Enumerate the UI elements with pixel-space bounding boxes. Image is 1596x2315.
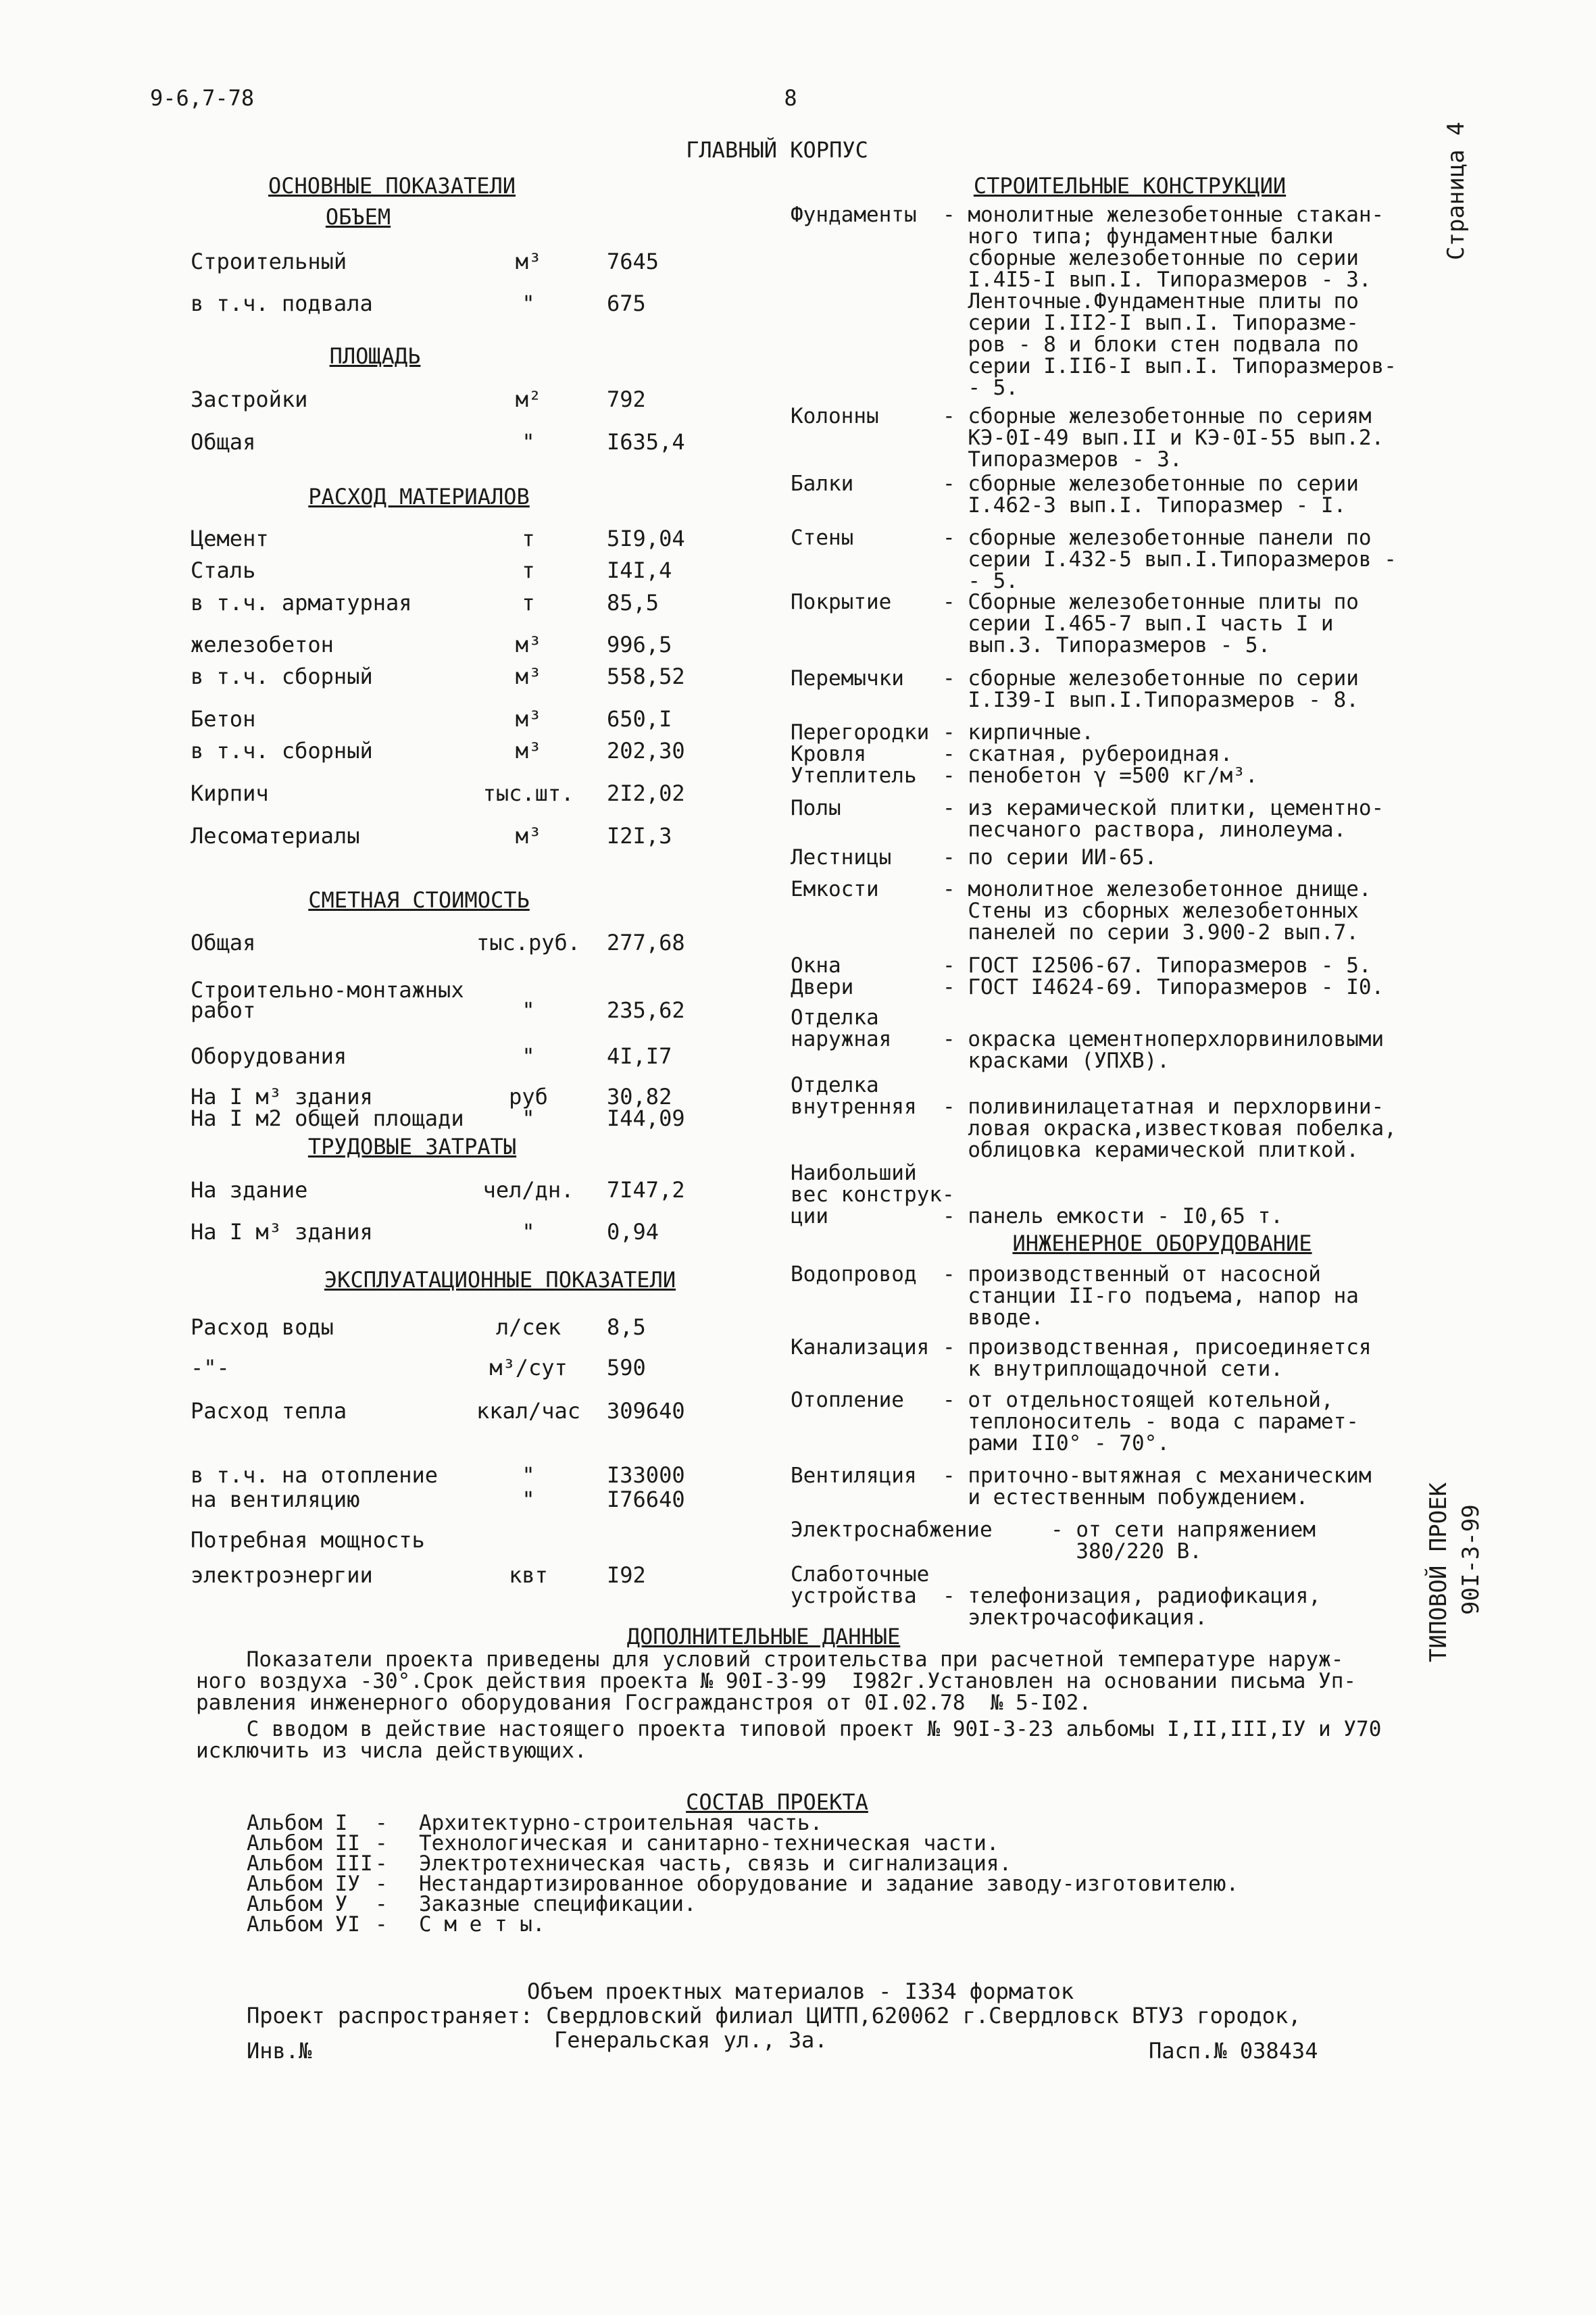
indicator-name: на вентиляцию bbox=[191, 1487, 360, 1512]
indicator-value: 309640 bbox=[607, 1398, 685, 1424]
indicator-name: Кирпич bbox=[191, 780, 269, 806]
construction-text: - ГОСТ I4624-69. Типоразмеров - I0. bbox=[943, 975, 1385, 999]
indicator-unit: " bbox=[522, 997, 535, 1023]
album-description: Технологическая и санитарно-техническая части. bbox=[419, 1831, 999, 1856]
footer-address: Генеральская ул., 3а. bbox=[554, 2027, 828, 2053]
indicator-name: Потребная мощность bbox=[191, 1527, 425, 1553]
indicator-unit: м³ bbox=[515, 738, 542, 764]
indicator-value: I635,4 bbox=[607, 429, 685, 455]
indicator-name: На I м2 общей площади bbox=[191, 1105, 464, 1131]
construction-label: Кровля bbox=[791, 742, 866, 766]
indicator-name: Лесоматериалы bbox=[191, 823, 360, 849]
construction-text: - сборные железобетонные по серии I.I39-I вып.I.Типоразмеров - 8. bbox=[943, 666, 1359, 712]
album-dash: - bbox=[375, 1892, 388, 1916]
operation-title: ЭКСПЛУАТАЦИОННЫЕ ПОКАЗАТЕЛИ bbox=[324, 1267, 676, 1293]
indicator-unit: " bbox=[522, 291, 535, 316]
indicator-name: Строительный bbox=[191, 249, 347, 274]
indicator-unit: " bbox=[522, 1043, 535, 1069]
indicator-unit: м³ bbox=[515, 249, 542, 274]
doc-code: 9-6,7-78 bbox=[150, 85, 255, 111]
construction-label: Емкости bbox=[791, 877, 879, 901]
additional-paragraph-2: С вводом в действие настоящего проекта типовой проект № 90I-3-23 альбомы I,II,III,IУ и У70 исключить из числа действующих. bbox=[196, 1717, 1382, 1763]
indicator-name: Цемент bbox=[191, 526, 269, 551]
additional-title: ДОПОЛНИТЕЛЬНЫЕ ДАННЫЕ bbox=[626, 1624, 901, 1649]
album-description: Архитектурно-строительная часть. bbox=[419, 1811, 823, 1835]
indicator-name: Оборудования bbox=[191, 1043, 347, 1069]
engineering-text: - производственная, присоединяется к внутриплощадочной сети. bbox=[943, 1335, 1372, 1381]
construction-label: Балки bbox=[791, 472, 854, 496]
indicator-name: в т.ч. сборный bbox=[191, 664, 373, 689]
materials-title: РАСХОД МАТЕРИАЛОВ bbox=[308, 484, 530, 509]
construction-label: Полы bbox=[791, 796, 841, 820]
indicators-title: ОСНОВНЫЕ ПОКАЗАТЕЛИ bbox=[268, 173, 516, 199]
album-name: Альбом I bbox=[247, 1811, 348, 1835]
area-title: ПЛОЩАДЬ bbox=[329, 343, 421, 369]
album-description: С м е т ы. bbox=[419, 1912, 545, 1937]
indicator-name: Бетон bbox=[191, 706, 256, 732]
indicator-value: 558,52 bbox=[607, 664, 685, 689]
construction-label: Перегородки bbox=[791, 720, 930, 745]
constructions-title: СТРОИТЕЛЬНЫЕ КОНСТРУКЦИИ bbox=[973, 173, 1287, 199]
construction-text: - сборные железобетонные по сериям КЭ-0I-49 вып.II и КЭ-0I-55 вып.2. Типоразмеров - 3. bbox=[943, 404, 1385, 472]
indicator-unit: руб bbox=[509, 1084, 548, 1110]
indicator-name: Строительно-монтажных bbox=[191, 977, 464, 1003]
construction-text: - пенобетон γ =500 кг/м³. bbox=[943, 764, 1258, 788]
indicator-value: I92 bbox=[607, 1562, 646, 1588]
indicator-unit: м³ bbox=[515, 823, 542, 849]
indicator-unit: м³ bbox=[515, 632, 542, 657]
construction-label: Отделка наружная bbox=[791, 1005, 892, 1051]
indicator-value: 650,I bbox=[607, 706, 672, 732]
construction-label: Фундаменты bbox=[791, 203, 917, 227]
engineering-label: Отопление bbox=[791, 1388, 904, 1412]
side-stamp-line1: ТИПОВОЙ ПРОЕК bbox=[1425, 1482, 1452, 1662]
indicator-value: 277,68 bbox=[607, 930, 685, 955]
album-dash: - bbox=[375, 1872, 388, 1896]
side-stamp-line2: 90I-3-99 bbox=[1457, 1504, 1485, 1615]
indicator-name: На I м³ здания bbox=[191, 1219, 373, 1245]
indicator-unit: м³ bbox=[515, 706, 542, 732]
indicator-value: I44,09 bbox=[607, 1105, 685, 1131]
cost-title: СМЕТНАЯ СТОИМОСТЬ bbox=[308, 887, 530, 913]
engineering-text: - производственный от насосной станции II-го подъема, напор на вводе. bbox=[943, 1262, 1359, 1330]
construction-label: Колонны bbox=[791, 404, 879, 428]
album-description: Электротехническая часть, связь и сигнализация. bbox=[419, 1851, 1012, 1876]
construction-label: Перемычки bbox=[791, 666, 904, 691]
footer-pasp: Пасп.№ 038434 bbox=[1149, 2038, 1318, 2064]
indicator-value: 235,62 bbox=[607, 997, 685, 1023]
indicator-unit: т bbox=[522, 526, 535, 551]
album-description: Нестандартизированное оборудование и задание заводу-изготовителю. bbox=[419, 1872, 1239, 1896]
indicator-unit: тыс.руб. bbox=[476, 930, 581, 955]
engineering-text: - телефонизация, радиофикация, электрочасофикация. bbox=[943, 1584, 1321, 1630]
album-description: Заказные спецификации. bbox=[419, 1892, 697, 1916]
construction-text: - Сборные железобетонные плиты по серии I.465-7 вып.I часть I и вып.3. Типоразмеров - 5. bbox=[943, 590, 1359, 657]
indicator-name: в т.ч. на отопление bbox=[191, 1462, 439, 1488]
indicator-name: железобетон bbox=[191, 632, 334, 657]
indicator-value: 30,82 bbox=[607, 1084, 672, 1110]
page-number: 8 bbox=[784, 85, 797, 111]
indicator-unit: " bbox=[522, 1219, 535, 1245]
indicator-value: I4I,4 bbox=[607, 557, 672, 583]
indicator-value: 4I,I7 bbox=[607, 1043, 672, 1069]
construction-label: Наибольший вес конструк- ции bbox=[791, 1161, 955, 1228]
indicator-value: 5I9,04 bbox=[607, 526, 685, 551]
construction-label: Покрытие bbox=[791, 590, 892, 614]
engineering-title: ИНЖЕНЕРНОЕ ОБОРУДОВАНИЕ bbox=[1012, 1230, 1312, 1256]
indicator-name: в т.ч. арматурная bbox=[191, 590, 412, 616]
indicator-name: в т.ч. подвала bbox=[191, 291, 373, 316]
indicator-name: в т.ч. сборный bbox=[191, 738, 373, 764]
engineering-text: - от отдельностоящей котельной, теплоноситель - вода с парамет- рами II0° - 70°. bbox=[943, 1388, 1359, 1455]
engineering-label: Вентиляция bbox=[791, 1464, 917, 1488]
album-dash: - bbox=[375, 1831, 388, 1856]
construction-text: - кирпичные. bbox=[943, 720, 1094, 745]
construction-label: Двери bbox=[791, 975, 854, 999]
construction-label: Утеплитель bbox=[791, 764, 917, 788]
construction-label: Стены bbox=[791, 526, 854, 550]
indicator-unit: " bbox=[522, 1105, 535, 1131]
indicator-unit: л/сек bbox=[495, 1314, 562, 1340]
indicator-value: 675 bbox=[607, 291, 646, 316]
construction-label: Окна bbox=[791, 953, 841, 978]
construction-text: - сборные железобетонные по серии I.462-3 вып.I. Типоразмер - I. bbox=[943, 472, 1359, 518]
album-dash: - bbox=[375, 1811, 388, 1835]
indicator-value: 202,30 bbox=[607, 738, 685, 764]
construction-text: - монолитные железобетонные стакан- ного типа; фундаментные балки сборные железобетонные по серии I.4I5-I вып.I. Типоразмеров - 3. Ленточные.Фундаментные плиты по серии I.II2-I вып.I. Типоразме- ров - 8 и блоки стен подвала по серии I.II6-I вып.I. Типоразмеров- - 5. bbox=[943, 203, 1397, 400]
indicator-name: Застройки bbox=[191, 387, 308, 412]
construction-text: - монолитное железобетонное днище. Стены из сборных железобетонных панелей по серии 3.900-2 вып.7. bbox=[943, 877, 1372, 945]
engineering-text: - приточно-вытяжная с механическим и естественным побуждением. bbox=[943, 1464, 1372, 1510]
indicator-value: 792 bbox=[607, 387, 646, 412]
construction-text: - ГОСТ I2506-67. Типоразмеров - 5. bbox=[943, 953, 1372, 978]
indicator-value: 85,5 bbox=[607, 590, 659, 616]
indicator-unit: м³/сут bbox=[489, 1355, 568, 1380]
album-name: Альбом II bbox=[247, 1831, 360, 1856]
indicator-name: Расход воды bbox=[191, 1314, 334, 1340]
construction-text: - поливинилацетатная и перхлорвини- ловая окраска,известковая побелка, облицовка керамической плиткой. bbox=[943, 1095, 1397, 1162]
indicator-name: электроэнергии bbox=[191, 1562, 373, 1588]
engineering-label: Электроснабжение bbox=[791, 1518, 993, 1542]
indicator-unit: " bbox=[522, 1462, 535, 1488]
indicator-name-continued: работ bbox=[191, 997, 256, 1023]
indicator-name: Общая bbox=[191, 930, 256, 955]
indicator-name: На здание bbox=[191, 1177, 308, 1203]
footer-inv: Инв.№ bbox=[247, 2038, 312, 2064]
indicator-unit: м³ bbox=[515, 664, 542, 689]
album-name: Альбом III bbox=[247, 1851, 373, 1876]
page-label: Страница 4 bbox=[1443, 122, 1470, 260]
album-name: Альбом IУ bbox=[247, 1872, 360, 1896]
indicator-value: 8,5 bbox=[607, 1314, 646, 1340]
indicator-unit: м² bbox=[515, 387, 542, 412]
engineering-text: - от сети напряжением 380/220 В. bbox=[1051, 1518, 1316, 1564]
indicator-name: -"- bbox=[191, 1355, 230, 1380]
footer-distributor: Проект распространяет: Свердловский филиал ЦИТП,620062 г.Свердловск ВТУЗ городок, bbox=[247, 2003, 1301, 2028]
indicator-name: Расход тепла bbox=[191, 1398, 347, 1424]
indicator-unit: " bbox=[522, 1487, 535, 1512]
indicator-value: 7645 bbox=[607, 249, 659, 274]
indicator-unit: ккал/час bbox=[476, 1398, 581, 1424]
indicator-value: I33000 bbox=[607, 1462, 685, 1488]
engineering-label: Водопровод bbox=[791, 1262, 917, 1287]
indicator-value: 0,94 bbox=[607, 1219, 659, 1245]
construction-text: - сборные железобетонные панели по серии I.432-5 вып.I.Типоразмеров - - 5. bbox=[943, 526, 1397, 593]
page-title: ГЛАВНЫЙ КОРПУС bbox=[686, 137, 868, 163]
construction-label: Отделка внутренняя bbox=[791, 1073, 917, 1119]
indicator-name: Общая bbox=[191, 429, 256, 455]
album-name: Альбом УI bbox=[247, 1912, 360, 1937]
composition-title: СОСТАВ ПРОЕКТА bbox=[686, 1789, 868, 1815]
additional-paragraph-1: Показатели проекта приведены для условий строительства при расчетной температуре наруж- ного воздуха -30°.Срок действия проекта № 90I-3-99 I982г.Установлен на основании письма Уп- равления инженерного оборудования Госгражданстроя от 0I.02.78 № 5-I02. bbox=[196, 1647, 1357, 1715]
construction-label: Лестницы bbox=[791, 845, 892, 870]
indicator-name: На I м³ здания bbox=[191, 1084, 373, 1110]
indicator-unit: квт bbox=[509, 1562, 548, 1588]
indicator-value: 996,5 bbox=[607, 632, 672, 657]
engineering-label: Канализация bbox=[791, 1335, 930, 1360]
construction-text: - по серии ИИ-65. bbox=[943, 845, 1157, 870]
indicator-unit: тыс.шт. bbox=[482, 780, 574, 806]
indicator-value: I2I,3 bbox=[607, 823, 672, 849]
indicator-value: 590 bbox=[607, 1355, 646, 1380]
indicator-value: 7I47,2 bbox=[607, 1177, 685, 1203]
construction-text: - скатная, рубероидная. bbox=[943, 742, 1233, 766]
indicator-value: 2I2,02 bbox=[607, 780, 685, 806]
indicator-unit: т bbox=[522, 557, 535, 583]
indicator-value: I76640 bbox=[607, 1487, 685, 1512]
album-name: Альбом У bbox=[247, 1892, 348, 1916]
labor-title: ТРУДОВЫЕ ЗАТРАТЫ bbox=[307, 1134, 517, 1160]
indicator-unit: т bbox=[522, 590, 535, 616]
album-dash: - bbox=[375, 1851, 388, 1876]
album-dash: - bbox=[375, 1912, 388, 1937]
indicator-unit: " bbox=[522, 429, 535, 455]
indicator-name: Сталь bbox=[191, 557, 256, 583]
construction-text: - окраска цементноперхлорвиниловыми красками (УПХВ). bbox=[943, 1027, 1385, 1073]
indicator-unit: чел/дн. bbox=[482, 1177, 574, 1203]
engineering-label: Слаботочные устройства bbox=[791, 1562, 930, 1608]
construction-text: - из керамической плитки, цементно- песчаного раствора, линолеума. bbox=[943, 796, 1385, 842]
volume-title: ОБЪЕМ bbox=[325, 204, 391, 230]
construction-text: - панель емкости - I0,65 т. bbox=[943, 1204, 1283, 1228]
footer-volume: Объем проектных материалов - I334 форматок bbox=[527, 1978, 1074, 2004]
